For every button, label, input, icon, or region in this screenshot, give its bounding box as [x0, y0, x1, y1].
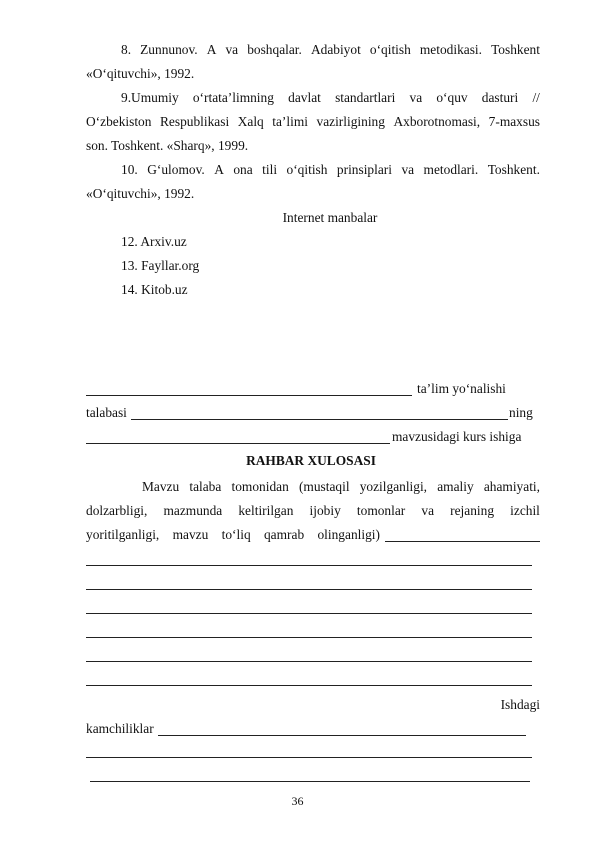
paragraph-line-1: Mavzu talaba tomonidan (mustaqil yozilganligi, amaliy ahamiyati,: [142, 479, 540, 494]
ishdagi-label: Ishdagi: [500, 697, 540, 712]
reference-8-line-2: «O‘qituvchi», 1992.: [86, 66, 195, 81]
direction-label: ta’lim yo‘nalishi: [417, 381, 506, 396]
internet-item: 14. Kitob.uz: [121, 282, 188, 297]
reference-10-line-1: 10. G‘ulomov. A ona tili o‘qitish prinsiplari va metodlari. Toshkent.: [121, 162, 540, 177]
internet-heading: Internet manbalar: [282, 210, 378, 225]
reference-8-line-1: 8. Zunnunov. A va boshqalar. Adabiyot o‘qitish metodikasi. Toshkent: [121, 42, 540, 57]
ning-suffix: ning: [509, 405, 533, 420]
direction-blank-line: [86, 395, 412, 396]
reference-10-line-2: «O‘qituvchi», 1992.: [86, 186, 195, 201]
conclusion-title: RAHBAR XULOSASI: [246, 453, 376, 468]
blank-line: [86, 589, 532, 590]
kamchiliklar-label: kamchiliklar: [86, 721, 154, 736]
student-name-blank-line: [131, 419, 508, 420]
reference-9-line-3: son. Toshkent. «Sharq», 1999.: [86, 138, 249, 153]
reference-9-line-1: 9.Umumiy o‘rtata’limning davlat standartlari va o‘quv dasturi //: [121, 90, 540, 105]
internet-item: 12. Arxiv.uz: [121, 234, 187, 249]
conclusion-blank-line: [385, 541, 540, 542]
paragraph-line-2: dolzarbligi, mazmunda keltirilgan ijobiy tomonlar va rejaning izchil: [86, 503, 540, 518]
blank-line: [86, 685, 532, 686]
shortcomings-blank-line: [158, 735, 526, 736]
paragraph-line-3: yoritilganligi, mavzu to‘liq qamrab olinganligi): [86, 527, 380, 542]
reference-9-line-2: O‘zbekiston Respublikasi Xalq ta’limi vazirligining Axborotnomasi, 7-maxsus: [86, 114, 540, 129]
blank-line: [86, 565, 532, 566]
blank-line: [90, 781, 530, 782]
student-label: talabasi: [86, 405, 127, 420]
page-number: 36: [291, 794, 304, 808]
blank-line: [86, 637, 532, 638]
topic-label: mavzusidagi kurs ishiga: [392, 429, 522, 444]
blank-line: [86, 613, 532, 614]
topic-blank-line: [86, 443, 390, 444]
blank-line: [86, 757, 532, 758]
blank-line: [86, 661, 532, 662]
internet-item: 13. Fayllar.org: [121, 258, 200, 273]
